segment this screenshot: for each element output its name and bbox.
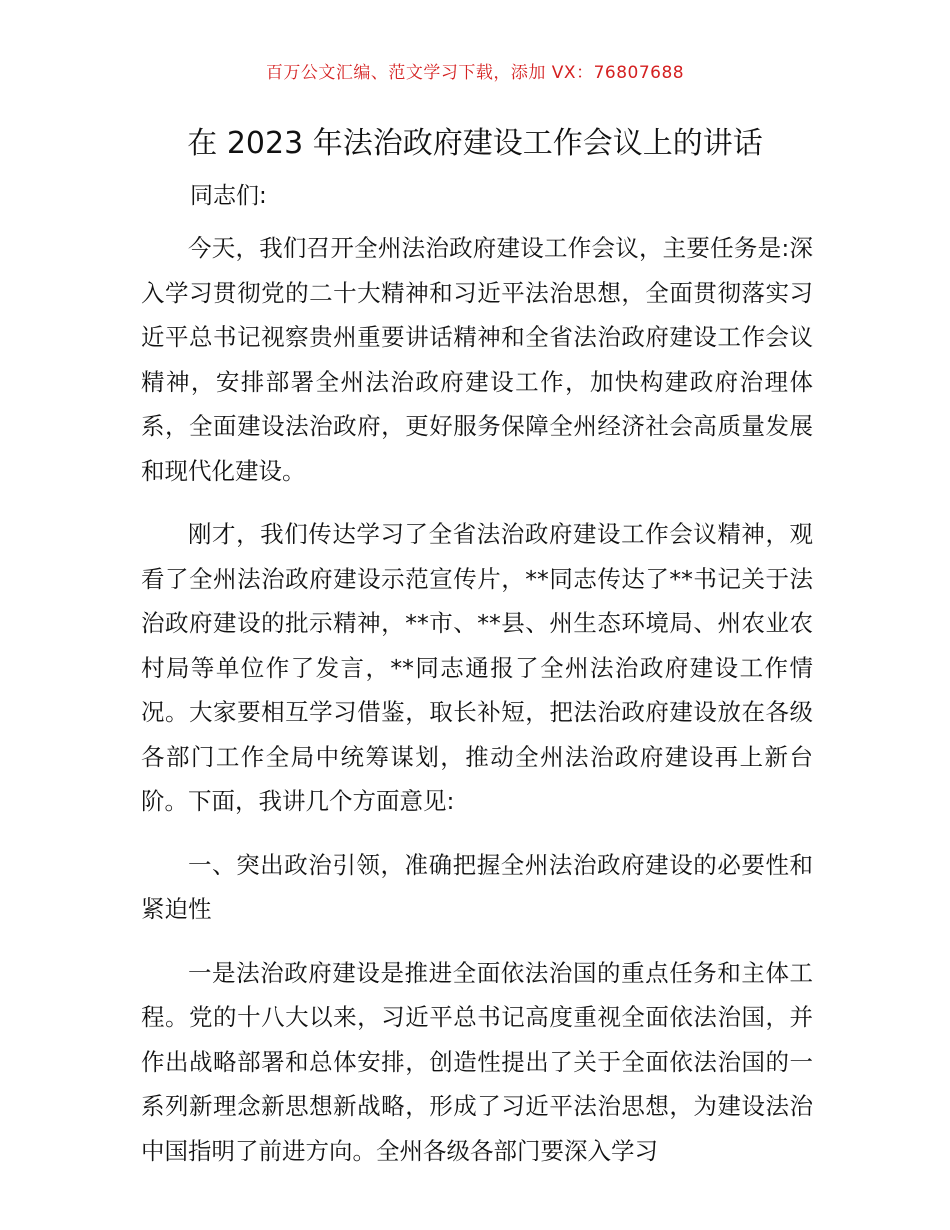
paragraph-review: 刚才，我们传达学习了全省法治政府建设工作会议精神，观看了全州法治政府建设示范宣传片，**同志传达了**书记关于法治政府建设的批示精神，**市、**县、州生态环境局、州农业农村局等单位作了发言，**同志通报了全州法治政府建设工作情况。大家要相互学习借鉴，取长补短，把法治政府建设放在各级各部门工作全局中统筹谋划，推动全州法治政府建设再上新台阶。下面，我讲几个方面意见:	[141, 520, 813, 815]
document-title: 在 2023 年法治政府建设工作会议上的讲话	[187, 126, 763, 161]
section-heading-1: 一、突出政治引领，准确把握全州法治政府建设的必要性和紧迫性	[141, 850, 813, 923]
paragraph-opening: 今天，我们召开全州法治政府建设工作会议，主要任务是:深入学习贯彻党的二十大精神和习近平法治思想，全面贯彻落实习近平总书记视察贵州重要讲话精神和全省法治政府建设工作会议精神，安排部署全州法治政府建设工作，加快构建政府治理体系，全面建设法治政府，更好服务保障全州经济社会高质量发展和现代化建设。	[141, 234, 813, 485]
watermark-banner: 百万公文汇编、范文学习下载，添加 VX：76807688	[265, 63, 685, 83]
paragraph-point-1: 一是法治政府建设是推进全面依法治国的重点任务和主体工程。党的十八大以来，习近平总书记高度重视全面依法治国，并作出战略部署和总体安排，创造性提出了关于全面依法治国的一系列新理念新思想新战略，形成了习近平法治思想，为建设法治中国指明了前进方向。全州各级各部门要深入学习	[141, 958, 813, 1165]
salutation: 同志们:	[190, 183, 267, 209]
document-body	[141, 226, 813, 1192]
